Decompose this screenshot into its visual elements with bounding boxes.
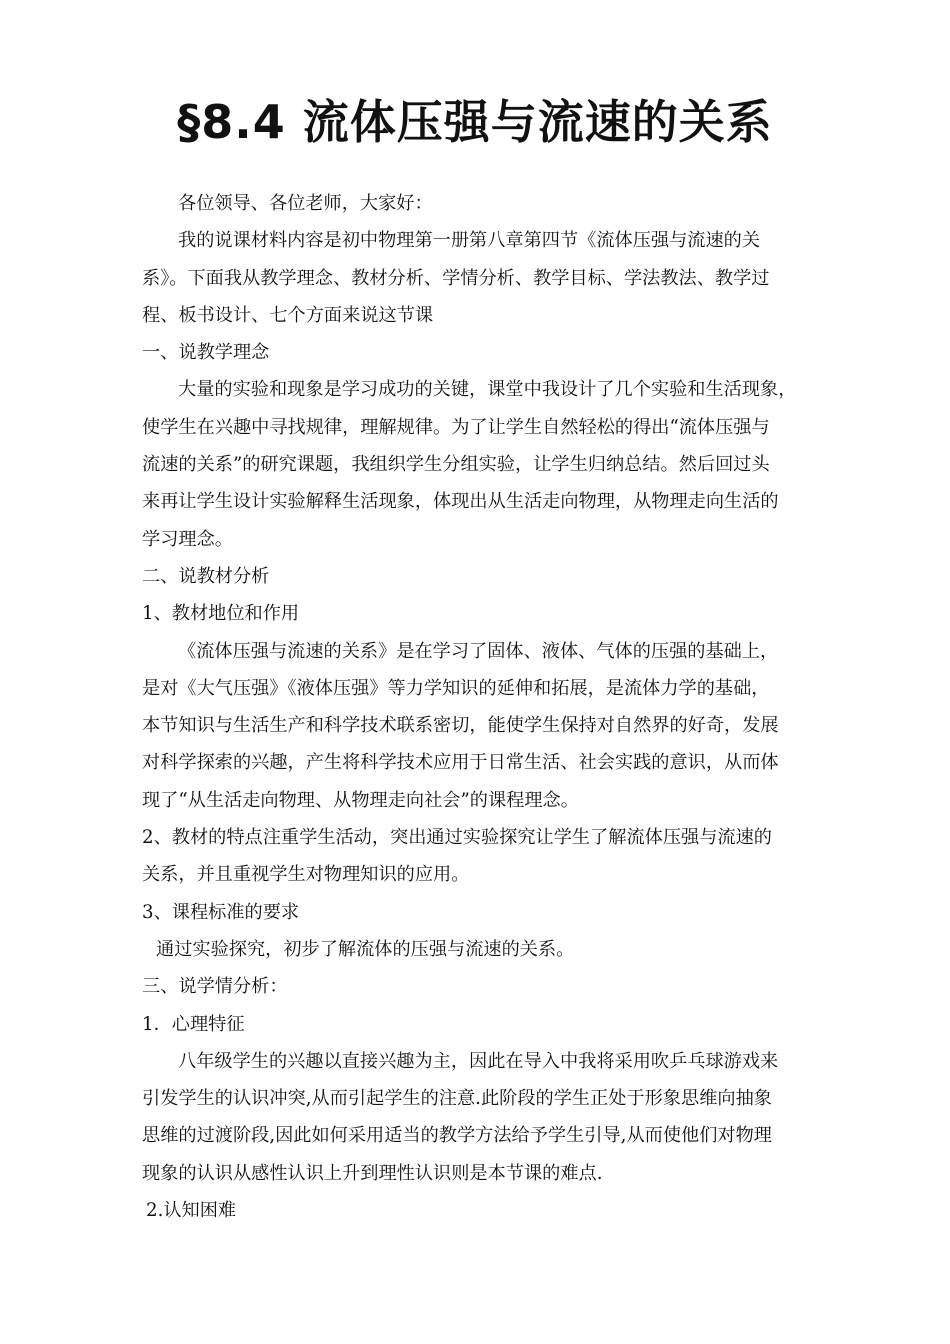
paragraph-line: 通过实验探究，初步了解流体的压强与流速的关系。: [156, 938, 575, 960]
paragraph-line: 是对《大气压强》《液体压强》等力学知识的延伸和拓展，是流体力学的基础，: [142, 677, 770, 699]
paragraph-line: 现了“从生活走向物理、从物理走向社会”的课程理念。: [142, 789, 579, 811]
paragraph-line: 关系，并且重视学生对物理知识的应用。: [142, 864, 470, 886]
document-title: §8.4 流体压强与流速的关系: [177, 95, 773, 149]
paragraph-line: 引发学生的认识冲突,从而引起学生的注意.此阶段的学生正处于形象思维向抽象: [142, 1088, 772, 1110]
paragraph-line: 程、板书设计、七个方面来说这节课: [142, 304, 434, 326]
paragraph-line: 使学生在兴趣中寻找规律，理解规律。为了让学生自然轻松的得出“流体压强与: [142, 416, 770, 438]
paragraph-line: 学习理念。: [142, 528, 233, 550]
subsection-heading: 1．心理特征: [142, 1013, 245, 1035]
paragraph-line: 现象的认识从感性认识上升到理性认识则是本节课的难点.: [142, 1162, 603, 1184]
section-heading: 三、说学情分析：: [142, 976, 288, 998]
paragraph-line: 2、教材的特点注重学生活动，突出通过实验探究让学生了解流体压强与流速的: [142, 827, 772, 849]
paragraph-line: 大量的实验和现象是学习成功的关键，课堂中我设计了几个实验和生活现象，: [178, 379, 797, 401]
section-heading: 二、说教材分析: [142, 565, 270, 587]
paragraph-line: 八年级学生的兴趣以直接兴趣为主，因此在导入中我将采用吹乒乓球游戏来: [178, 1050, 779, 1072]
paragraph-line: 《流体压强与流速的关系》是在学习了固体、液体、气体的压强的基础上，: [178, 640, 779, 662]
subsection-heading: 3、课程标准的要求: [142, 901, 300, 923]
document-body: [142, 185, 824, 1229]
subsection-heading: 1、教材地位和作用: [142, 603, 300, 625]
paragraph-line: 来再让学生设计实验解释生活现象，体现出从生活走向物理，从物理走向生活的: [142, 491, 779, 513]
paragraph-line: 本节知识与生活生产和科学技术联系密切，能使学生保持对自然界的好奇，发展: [142, 715, 779, 737]
section-heading: 一、说教学理念: [142, 342, 270, 364]
paragraph-line: 对科学探索的兴趣，产生将科学技术应用于日常生活、社会实践的意识，从而体: [142, 752, 779, 774]
paragraph-line: 我的说课材料内容是初中物理第一册第八章第四节《流体压强与流速的关: [178, 230, 761, 252]
subsection-heading: 2.认知困难: [146, 1200, 237, 1222]
paragraph-line: 流速的关系”的研究课题，我组织学生分组实验，让学生归纳总结。然后回过头: [142, 454, 770, 476]
paragraph-line: 系》。下面我从教学理念、教材分析、学情分析、教学目标、学法教法、教学过: [142, 267, 770, 289]
paragraph-line: 思维的过渡阶段,因此如何采用适当的教学方法给予学生引导,从而使他们对物理: [142, 1125, 772, 1147]
paragraph-line: 各位领导、各位老师，大家好：: [178, 193, 433, 214]
